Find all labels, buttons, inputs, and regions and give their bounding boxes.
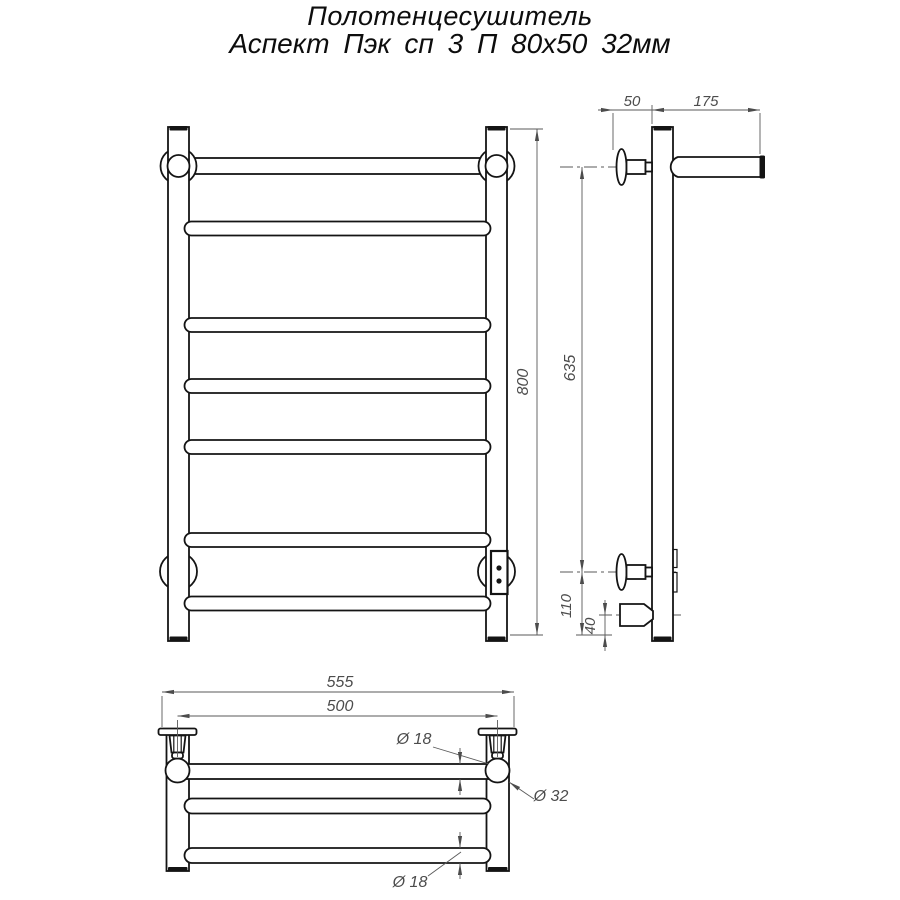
front-height-dim-label: 800: [515, 368, 532, 396]
plan-rail-diameter-top-label: Ø 18: [396, 731, 432, 748]
plan-rail: [185, 799, 491, 814]
rail: [185, 533, 491, 547]
plan-view: [159, 674, 569, 891]
plan-collar-diameter-label: Ø 32: [533, 788, 569, 805]
rail: [185, 318, 491, 332]
right-post-top-cap: [488, 126, 506, 131]
plan-rail-diameter-bottom-label: Ø 18: [392, 874, 428, 891]
rail: [185, 222, 491, 236]
wall-flange-side-top: [617, 149, 627, 185]
left-post-top-cap: [170, 126, 188, 131]
side-view: [558, 93, 765, 651]
plan-overall-width-dim-label: 555: [326, 674, 354, 691]
bracket-cylinder-top: [627, 160, 646, 174]
plan-collar-left: [166, 759, 190, 783]
collar-ring-right: [486, 155, 508, 177]
plan-left-post-cap: [168, 867, 188, 872]
bracket-nub-top: [646, 163, 653, 172]
side-bracket-span-dim-label: 635: [562, 354, 579, 382]
switch-side-bump: [673, 550, 677, 568]
switch-side-bump: [673, 573, 677, 593]
side-shelf-depth-dim-label: 175: [693, 93, 719, 110]
leader-line: [509, 782, 534, 799]
side-post-bottom-cap: [654, 637, 672, 642]
side-wall-offset-dim-label: 50: [623, 93, 641, 110]
bracket-cylinder-bottom: [627, 565, 646, 579]
bracket-nub-bottom: [646, 568, 653, 577]
rail: [185, 440, 491, 454]
leader-line: [433, 747, 489, 764]
top-rail: [187, 158, 487, 174]
shelf-rail-end-cap: [760, 156, 766, 179]
rail: [185, 597, 491, 611]
plan-rail: [185, 848, 491, 863]
drawing-title: Полотенцесушитель: [307, 1, 593, 31]
left-post-bottom-cap: [170, 637, 188, 642]
side-heater-to-base-dim-label: 40: [582, 617, 599, 635]
shelf-rail-side: [671, 157, 764, 177]
collar-ring-left: [168, 155, 190, 177]
drawing-subtitle: Аспект Пэк сп 3 П 80х50 32мм: [229, 28, 671, 59]
switch-box: [491, 551, 508, 594]
side-post-top-cap: [654, 126, 672, 131]
plan-top-rail: [182, 764, 493, 779]
plan-bracket-spacing-dim-label: 500: [326, 698, 354, 715]
side-post: [652, 127, 673, 641]
right-post-bottom-cap: [488, 637, 506, 642]
heater-element: [620, 604, 653, 626]
side-bracket-to-base-dim-label: 110: [558, 594, 575, 618]
switch-dot: [496, 565, 501, 570]
switch-dot: [496, 578, 501, 583]
wall-flange-side-bottom: [617, 554, 627, 590]
rail: [185, 379, 491, 393]
front-view: [160, 126, 543, 641]
plan-collar-right: [486, 759, 510, 783]
plan-right-post-cap: [488, 867, 508, 872]
